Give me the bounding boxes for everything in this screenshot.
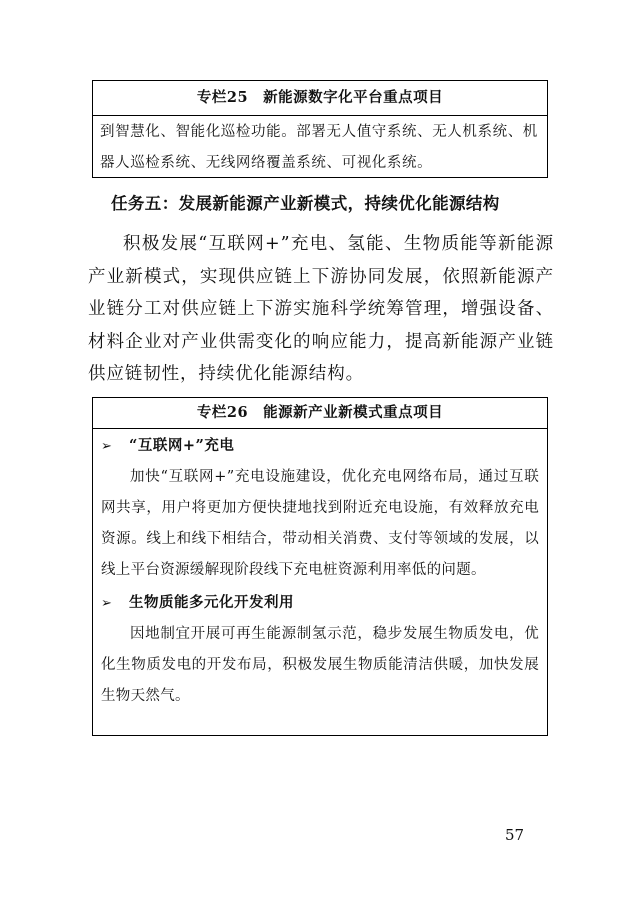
- task-heading: 任务五：发展新能源产业新模式，持续优化能源结构: [111, 194, 500, 213]
- column-box-25-body: 到智慧化、智能化巡检功能。部署无人值守系统、无人机系统、机器人巡检系统、无线网络覆盖系统、可视化系统。: [100, 124, 538, 171]
- arrow-bullet-icon: ➢: [101, 596, 113, 611]
- task-paragraph: 积极发展“互联网+”充电、氢能、生物质能等新能源产业新模式，实现供应链上下游协同发展，依照新能源产业链分工对供应链上下游实施科学统筹管理，增强设备、材料企业对产业供需变化的响应能力，提高新能源产业链供应链韧性，持续优化能源结构。: [88, 234, 554, 384]
- arrow-bullet-icon: ➢: [101, 439, 113, 454]
- page-number: 57: [505, 826, 525, 844]
- column-box-25: [92, 80, 548, 178]
- item-text: 因地制宜开展可再生能源制氢示范，稳步发展生物质发电，优化生物质发电的开发布局，积极发展生物质能清洁供暖，加快发展生物天然气。: [101, 626, 539, 704]
- item-heading: [93, 586, 547, 619]
- item-heading-text: “互联网+”充电: [129, 437, 235, 454]
- item-heading: [93, 429, 547, 462]
- item-heading-text: 生物质能多元化开发利用: [129, 594, 294, 611]
- column-box-26-title: 专栏26 能源新产业新模式重点项目: [93, 398, 547, 429]
- column-box-25-title: 专栏25 新能源数字化平台重点项目: [93, 81, 547, 116]
- item-text: 加快“互联网+”充电设施建设，优化充电网络布局，通过互联网共享，用户将更加方便快捷地找到附近充电设施，有效释放充电资源。线上和线下相结合，带动相关消费、支付等领域的发展，以线上平台资源缓解现阶段线下充电桩资源利用率低的问题。: [101, 469, 539, 578]
- column-box-26: [92, 397, 548, 736]
- item-biomass-energy: [93, 586, 547, 712]
- item-internet-charging: [93, 429, 547, 586]
